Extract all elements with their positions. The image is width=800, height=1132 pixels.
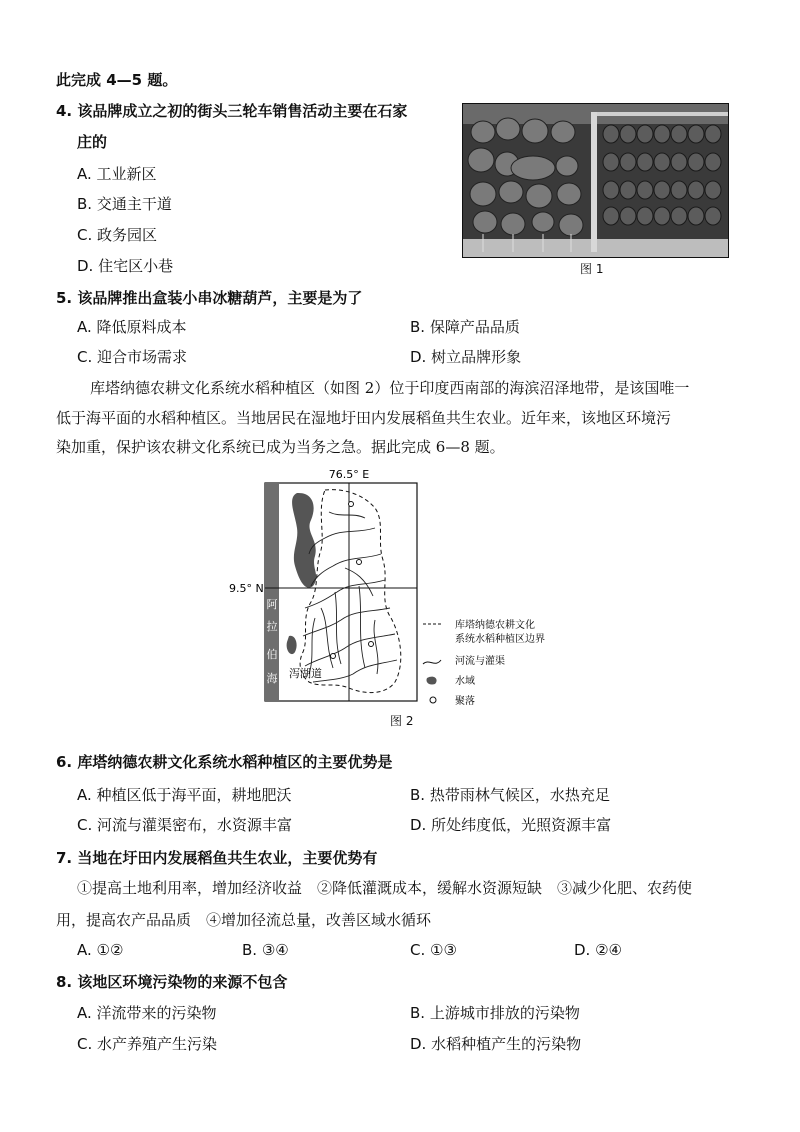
sea-label-4: 海	[266, 672, 278, 685]
legend-settlement-label: 聚落	[455, 696, 475, 707]
q7-option-a[interactable]: A. ①②	[77, 941, 124, 959]
q6-option-a[interactable]: A. 种植区低于海平面，耕地肥沃	[77, 786, 292, 804]
q7-statement-line1: ①提高土地利用率，增加经济收益 ②降低灌溉成本，缓解水资源短缺 ③减少化肥、农药使	[77, 879, 693, 897]
q4-option-d[interactable]: D. 住宅区小巷	[77, 257, 174, 275]
q4-stem-line2: 庄的	[77, 133, 108, 151]
q5-stem: 5. 该品牌推出盒装小串冰糖葫芦，主要是为了	[56, 289, 363, 307]
q8-option-a[interactable]: A. 洋流带来的污染物	[77, 1004, 217, 1022]
figure2-caption: 图 2	[390, 714, 414, 728]
q4-option-c[interactable]: C. 政务园区	[77, 226, 158, 244]
legend-water-label: 水域	[455, 676, 475, 687]
q8-option-b[interactable]: B. 上游城市排放的污染物	[410, 1004, 580, 1022]
q6-option-c[interactable]: C. 河流与灌渠密布，水资源丰富	[77, 816, 293, 834]
passage-line2: 低于海平面的水稻种植区。当地居民在湿地圩田内发展稻鱼共生农业。近年来，该地区环境污	[56, 409, 672, 427]
sea-label-2: 拉	[266, 620, 278, 633]
figure1-photo	[462, 103, 729, 258]
passage-line1: 库塔纳德农耕文化系统水稻种植区（如图 2）位于印度西南部的海滨沼泽地带，是该国唯一	[90, 379, 690, 397]
q4-option-a[interactable]: A. 工业新区	[77, 165, 157, 183]
q8-option-d[interactable]: D. 水稻种植产生的污染物	[410, 1035, 582, 1053]
q6-stem: 6. 库塔纳德农耕文化系统水稻种植区的主要优势是	[56, 753, 393, 771]
q7-option-d[interactable]: D. ②④	[574, 941, 622, 959]
header-text: 此完成 4—5 题。	[56, 71, 178, 89]
legend-boundary-label: 库塔纳德农耕文化	[455, 620, 535, 631]
legend	[423, 618, 545, 707]
lake-water-area-2	[287, 636, 297, 654]
settlement-icon	[430, 697, 436, 703]
sea-label-3: 伯	[266, 648, 278, 661]
q8-stem: 8. 该地区环境污染物的来源不包含	[56, 973, 288, 991]
sea-label-1: 阿	[266, 598, 278, 611]
q5-option-b[interactable]: B. 保障产品品质	[410, 318, 520, 336]
sea-area	[265, 483, 279, 701]
candied-haws-image	[463, 104, 728, 257]
q6-option-d[interactable]: D. 所处纬度低，光照资源丰富	[410, 816, 612, 834]
lake-water-area	[292, 493, 316, 588]
q7-option-b[interactable]: B. ③④	[242, 941, 289, 959]
water-area-icon	[426, 677, 436, 685]
q4-option-b[interactable]: B. 交通主干道	[77, 195, 172, 213]
river-icon	[423, 660, 441, 664]
q6-option-b[interactable]: B. 热带雨林气候区，水热充足	[410, 786, 610, 804]
q7-statement-line2: 用，提高农产品品质 ④增加径流总量，改善区域水循环	[56, 911, 432, 929]
map-frame	[265, 483, 417, 701]
q8-option-c[interactable]: C. 水产养殖产生污染	[77, 1035, 218, 1053]
rivers-canals	[303, 512, 397, 682]
figure1-caption: 图 1	[580, 262, 604, 276]
q4-stem-line1: 4. 该品牌成立之初的街头三轮车销售活动主要在石家	[56, 102, 408, 120]
lat-label: 9.5° N	[229, 582, 264, 595]
legend-river-label: 河流与灌渠	[455, 656, 505, 667]
legend-boundary-label2: 系统水稻种植区边界	[455, 634, 545, 645]
q7-option-c[interactable]: C. ①③	[410, 941, 457, 959]
figure2-map	[225, 468, 585, 718]
q5-option-d[interactable]: D. 树立品牌形象	[410, 348, 522, 366]
passage-line3: 染加重，保护该农耕文化系统已成为当务之急。据此完成 6—8 题。	[56, 438, 505, 456]
q5-option-c[interactable]: C. 迎合市场需求	[77, 348, 188, 366]
q7-stem: 7. 当地在圩田内发展稻鱼共生农业，主要优势有	[56, 849, 378, 867]
lon-label: 76.5° E	[328, 468, 370, 481]
q5-option-a[interactable]: A. 降低原料成本	[77, 318, 187, 336]
place-label: 泻湖道	[289, 667, 322, 680]
